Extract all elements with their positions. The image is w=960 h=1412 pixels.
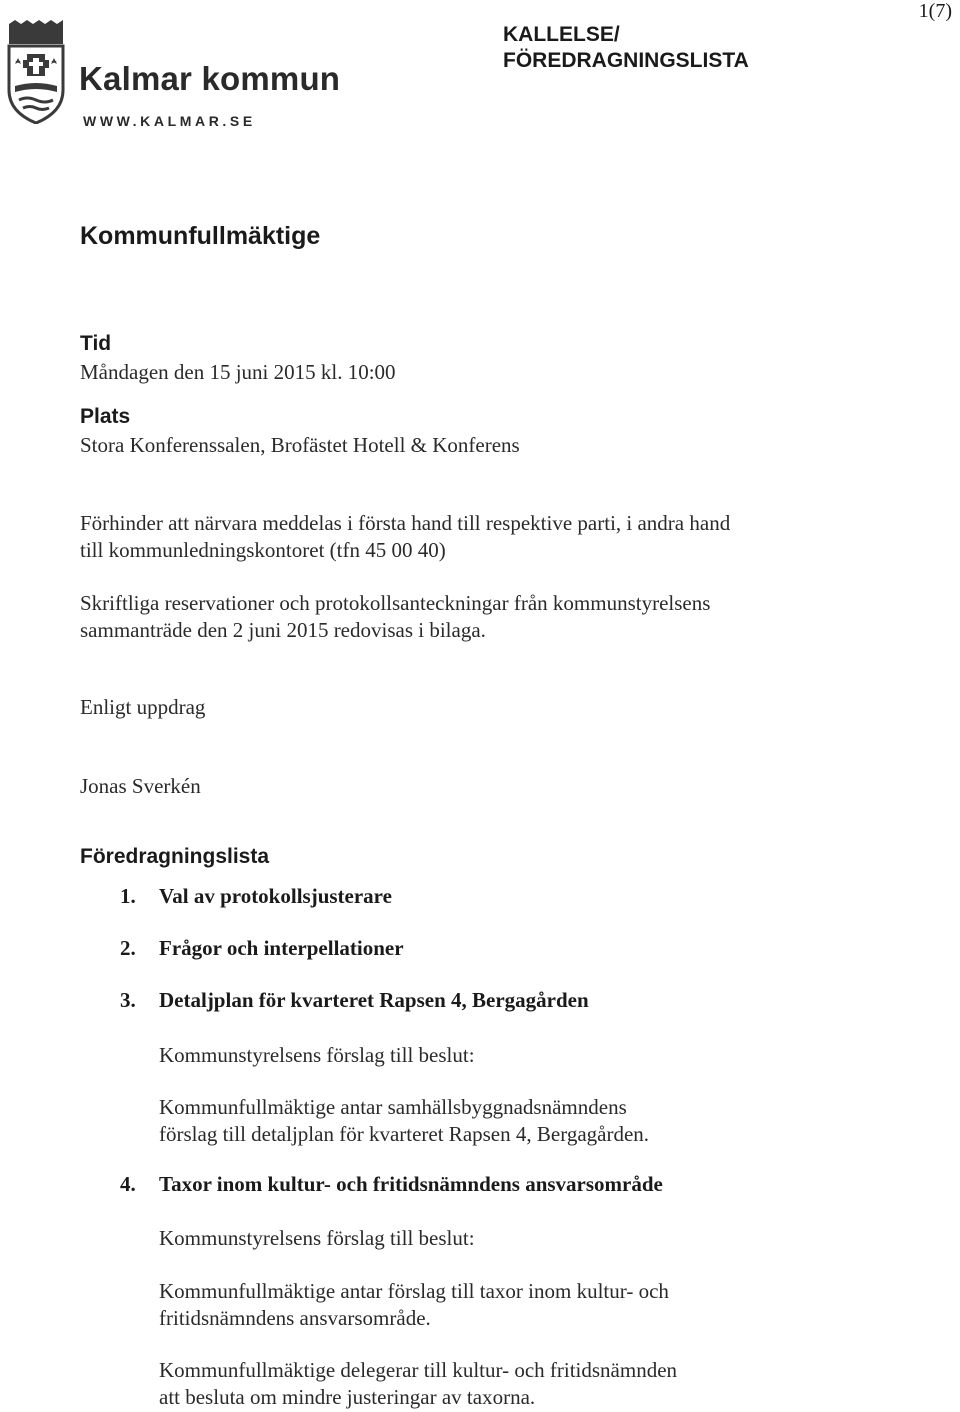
- agenda-item-1-number: 1.: [120, 884, 136, 908]
- agenda-item-4-decision-2: [159, 1357, 677, 1411]
- kalmar-crest-icon: [3, 20, 69, 124]
- agenda-heading: Föredragningslista: [80, 845, 270, 868]
- plats-value: Stora Konferenssalen, Brofästet Hotell & Konferens: [80, 433, 520, 457]
- agenda-item-1-title: Val av protokollsjusterare: [159, 884, 392, 908]
- tid-value: Måndagen den 15 juni 2015 kl. 10:00: [80, 360, 396, 384]
- signature-commission: Enligt uppdrag: [80, 695, 206, 719]
- logo-wordmark: Kalmar kommun: [79, 60, 341, 97]
- agenda-item-4-decision-2-line2: att besluta om mindre justeringar av taxorna.: [159, 1385, 536, 1409]
- agenda-item-4-title: Taxor inom kultur- och fritidsnämndens ansvarsområde: [159, 1172, 663, 1196]
- document-type-line2: FÖREDRAGNINGSLISTA: [503, 49, 749, 72]
- agenda-item-3-proposal-label: Kommunstyrelsens förslag till beslut:: [159, 1043, 475, 1067]
- reservations-note-line2: sammanträde den 2 juni 2015 redovisas i bilaga.: [80, 618, 486, 642]
- absence-notice: [80, 510, 730, 564]
- agenda-item-4-decision-2-line1: Kommunfullmäktige delegerar till kultur- och fritidsnämnden: [159, 1358, 678, 1382]
- absence-notice-line2: till kommunledningskontoret (tfn 45 00 40): [80, 538, 446, 562]
- absence-notice-line1: Förhinder att närvara meddelas i första hand till respektive parti, i andra hand: [80, 511, 731, 535]
- agenda-item-3-number: 3.: [120, 988, 136, 1012]
- agenda-item-4-number: 4.: [120, 1172, 136, 1196]
- reservations-note: [80, 590, 710, 644]
- agenda-item-4-decision-line2: fritidsnämndens ansvarsområde.: [159, 1306, 431, 1330]
- document-type-line1: KALLELSE/: [503, 23, 620, 46]
- agenda-item-4-decision-line1: Kommunfullmäktige antar förslag till taxor inom kultur- och: [159, 1279, 669, 1303]
- agenda-item-4-proposal-label: Kommunstyrelsens förslag till beslut:: [159, 1226, 475, 1250]
- agenda-item-2-number: 2.: [120, 936, 136, 960]
- agenda-item-3-title: Detaljplan för kvarteret Rapsen 4, Bergagården: [159, 988, 589, 1012]
- document-type: [503, 22, 749, 74]
- agenda-item-4-decision: [159, 1278, 669, 1332]
- signature-name: Jonas Sverkén: [80, 774, 201, 798]
- agenda-item-2-title: Frågor och interpellationer: [159, 936, 404, 960]
- agenda-item-3-decision-line2: förslag till detaljplan för kvarteret Rapsen 4, Bergagården.: [159, 1122, 650, 1146]
- kalmar-kommun-logo: [3, 20, 341, 130]
- agenda-item-3-decision: [159, 1094, 649, 1148]
- agenda-item-3-decision-line1: Kommunfullmäktige antar samhällsbyggnadsnämndens: [159, 1095, 627, 1119]
- tid-label: Tid: [80, 332, 112, 355]
- page-number: 1(7): [918, 0, 952, 22]
- logo-url: WWW.KALMAR.SE: [83, 113, 256, 129]
- reservations-note-line1: Skriftliga reservationer och protokollsanteckningar från kommunstyrelsens: [80, 591, 711, 615]
- page-title: Kommunfullmäktige: [80, 222, 321, 250]
- plats-label: Plats: [80, 405, 131, 428]
